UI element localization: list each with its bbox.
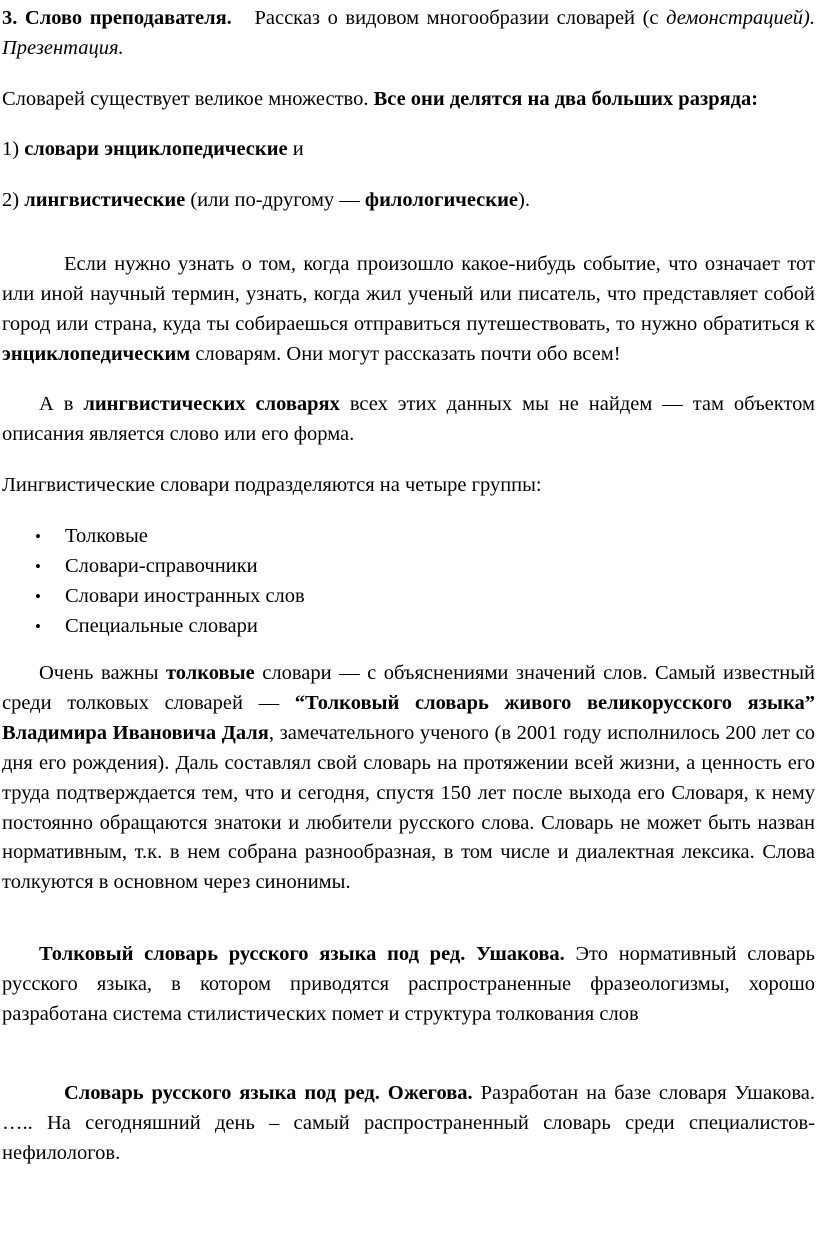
four-groups-text: Лингвистические словари подразделяются на четыре группы: (2, 473, 542, 496)
bullet-icon: • (35, 616, 41, 636)
ozhegov-body: Разработан на базе словаря Ушакова. ….. На сегодняшний день – самый распространенный словарь среди специалистов-нефилологов. (2, 1082, 815, 1164)
dal-part-1: Очень важны (39, 662, 166, 685)
list-item (2, 612, 816, 642)
teacher-word-text: Рассказ о видовом многообразии словарей (с (254, 7, 667, 29)
list-item-2-bold-2: филологические (364, 189, 519, 212)
two-categories-bold: Все они делятся на два больших разряда: (373, 87, 759, 110)
dal-part-2: словари — с объяснениями значений слов. Самый известный среди толковых словарей — (2, 662, 815, 715)
paragraph-ushakov-dictionary (2, 940, 815, 1029)
paragraph-four-groups (2, 471, 815, 501)
list-item (2, 522, 816, 552)
paragraph-list-item-1 (2, 135, 815, 165)
linguistic-part-2: всех этих данных мы не найдем — там объектом описания является слово или его форма. (2, 393, 815, 446)
list-item-1-tail: и (287, 138, 304, 161)
bullet-icon: • (35, 526, 41, 546)
linguistic-part-1: А в (39, 393, 84, 416)
list-item-label: Толковые (65, 524, 148, 547)
paragraph-linguistic (2, 390, 815, 450)
paragraph-encyclopedic (2, 250, 815, 369)
paragraph-list-item-2 (2, 186, 815, 216)
two-categories-lead: Словарей существует великое множество. (2, 87, 374, 110)
list-item-1-bold: словари энциклопедические (24, 138, 288, 161)
list-item-label: Специальные словари (65, 614, 258, 637)
list-item-2-tail: ). (518, 189, 530, 212)
paragraph-teacher-word (2, 4, 815, 64)
dal-bold-tolkovye: толковые (165, 662, 255, 685)
paragraph-dal-dictionary (2, 659, 815, 898)
list-item-2-marker: 2) (2, 189, 25, 212)
list-item (2, 552, 816, 582)
dictionary-groups-list (2, 522, 816, 642)
list-item (2, 582, 816, 612)
paragraph-two-categories (2, 85, 815, 115)
spacer (2, 237, 816, 250)
encyclopedic-bold: энциклопедическим (2, 342, 191, 365)
teacher-word-italic: демонстрацией). Презентация. (2, 7, 815, 59)
list-item-2-mid: (или по-другому — (185, 189, 365, 212)
list-item-2-bold-1: лингвистические (24, 189, 186, 212)
bullet-icon: • (35, 586, 41, 606)
list-item-label: Словари-справочники (65, 554, 258, 577)
spacer (2, 1049, 816, 1079)
dal-bold-title: “Толковый словарь живого великорусского языка” Владимира Ивановича Даля (2, 692, 815, 745)
paragraph-ozhegov-dictionary (2, 1079, 815, 1168)
list-item-label: Словари иностранных слов (65, 584, 305, 607)
heading-teacher-word: 3. Слово преподавателя. (2, 7, 232, 29)
ushakov-body: Это нормативный словарь русского языка, в котором приводятся распространенные фразеологизмы, хорошо разработана система стилистических помет и структура толкования слов (2, 942, 815, 1025)
spacer (2, 918, 816, 940)
list-item-1-marker: 1) (2, 138, 25, 161)
encyclopedic-part-1: Если нужно узнать о том, когда произошло какое-нибудь событие, что означает тот или иной научный термин, узнать, когда жил ученый или писатель, что представляет собой город или страна, куда ты собираешься отправиться путешествовать, то нужно обратиться к (2, 253, 815, 335)
bullet-icon: • (35, 556, 41, 576)
teacher-word-body (232, 7, 255, 29)
ozhegov-bold-title: Словарь русского языка под ред. Ожегова. (64, 1082, 473, 1105)
dal-part-3: , замечательного ученого (в 2001 году исполнилось 200 лет со дня его рождения). Даль составлял свой словарь на протяжении всей жизни, а ценность его труда подтверждается тем, что и сегодня, спустя 150 лет после выхода его Словаря, к нему постоянно обращаются знатоки и любители русского слова. Словарь не может быть назван нормативным, т.к. в нем собрана разнообразная, в том числе и диалектная лексика. Слова толкуются в основном через синонимы. (2, 722, 815, 894)
encyclopedic-part-2: словарям. Они могут рассказать почти обо всем! (190, 342, 621, 365)
ushakov-bold-title: Толковый словарь русского языка под ред. Ушакова. (39, 942, 565, 965)
linguistic-bold: лингвистических словарях (83, 393, 340, 416)
